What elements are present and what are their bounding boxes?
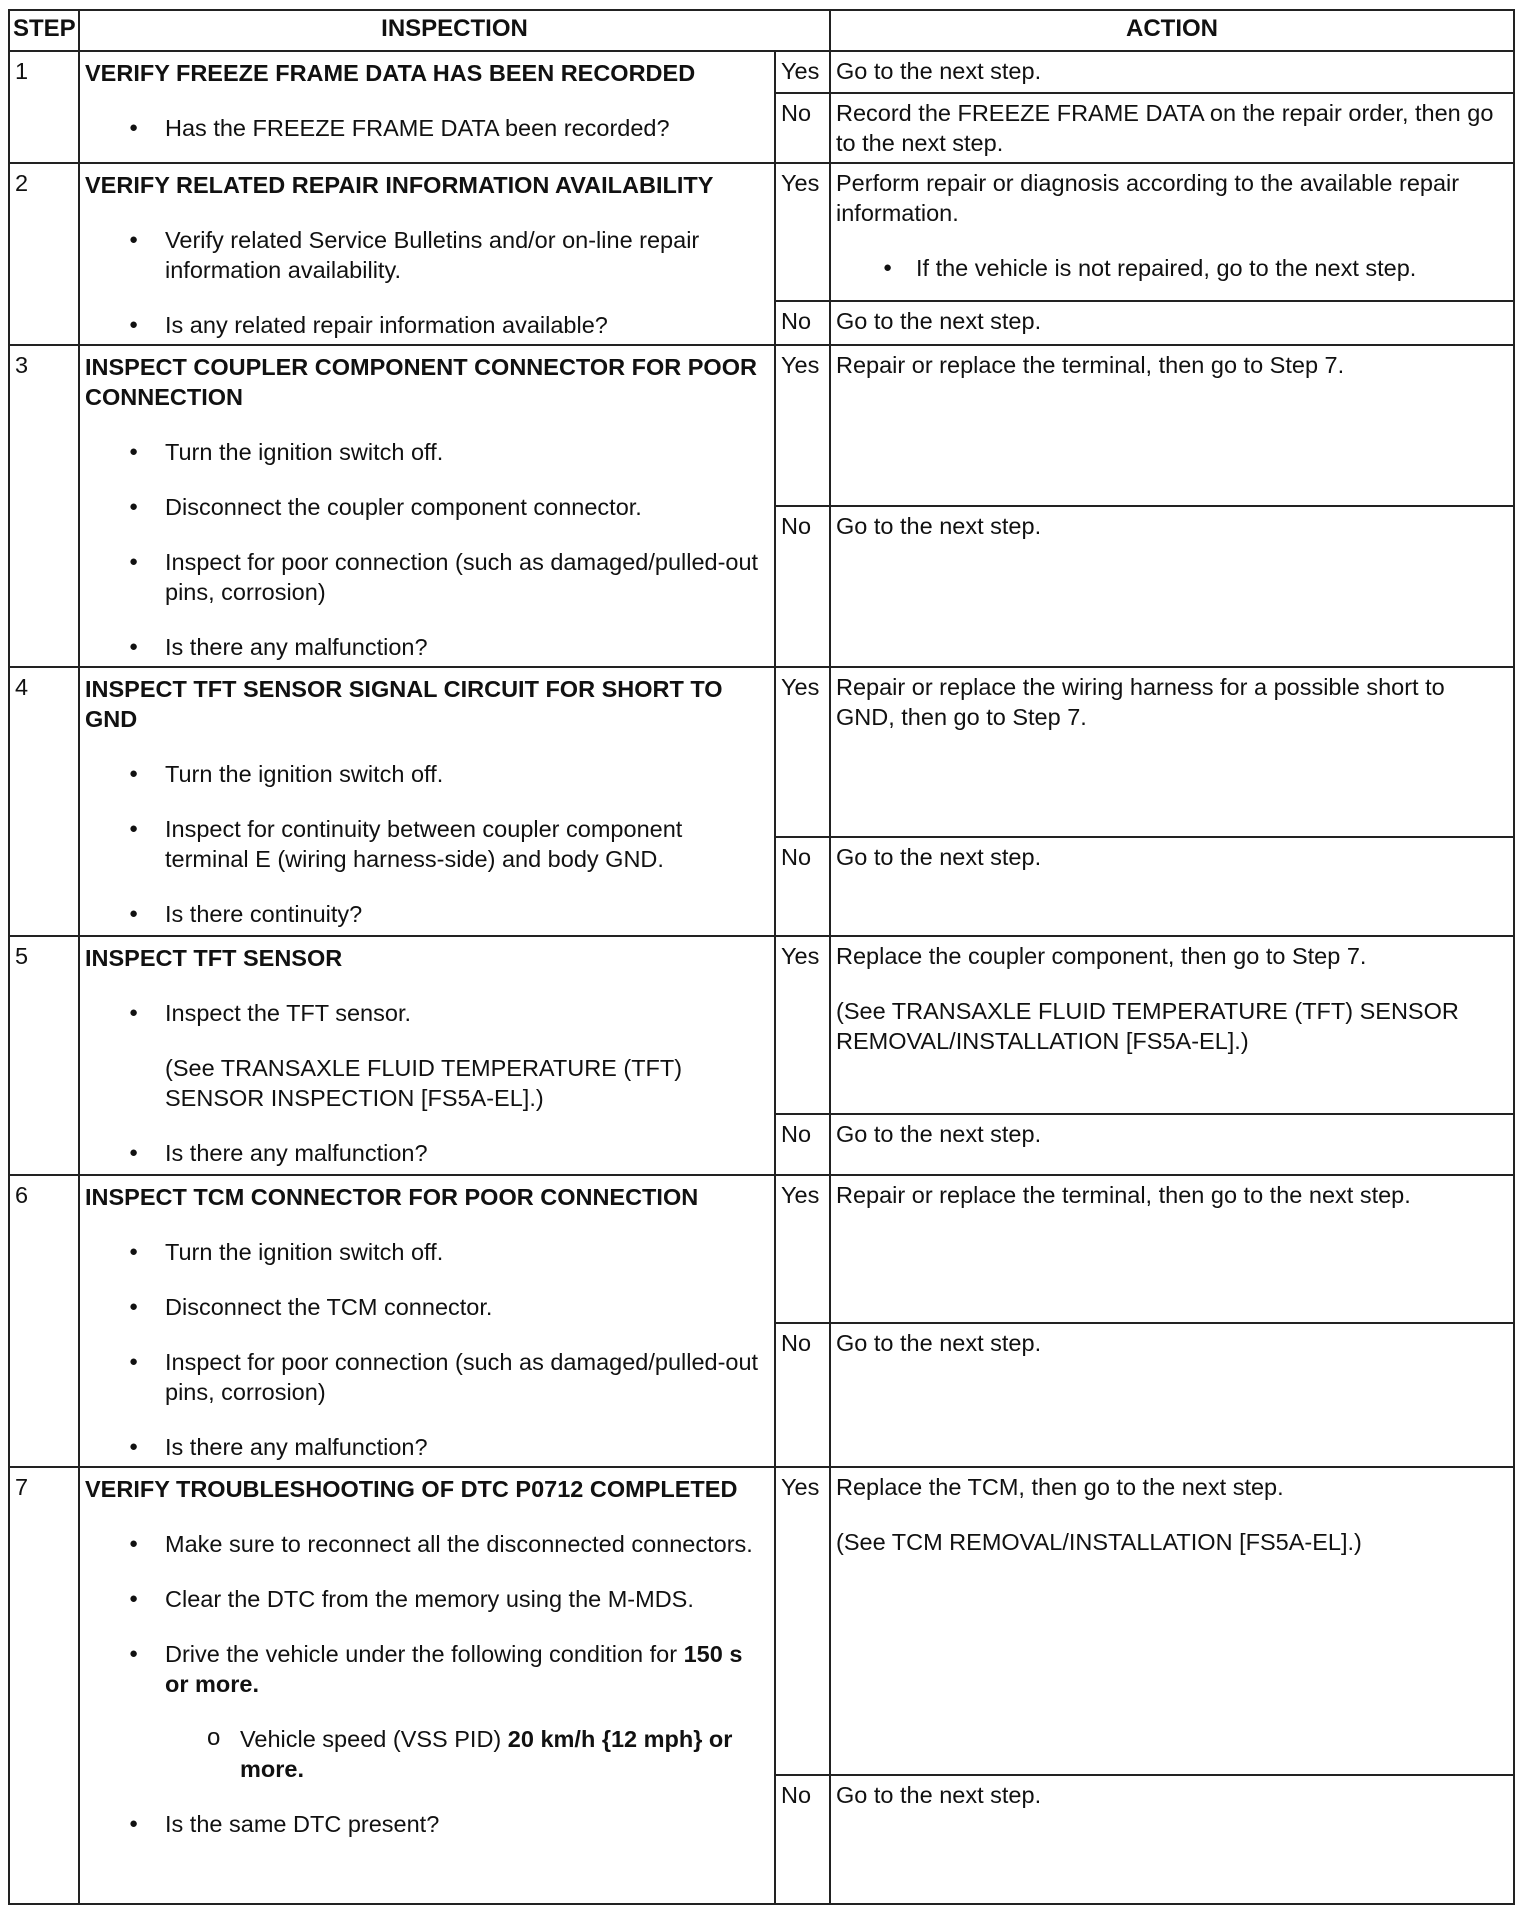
no-label: No xyxy=(775,1323,830,1467)
step-number: 6 xyxy=(9,1175,79,1467)
step-header: STEP xyxy=(9,10,79,51)
yes-action-text: Replace the TCM, then go to the next step. xyxy=(836,1474,1284,1500)
no-action-text: Go to the next step. xyxy=(836,1121,1042,1147)
step-5-row xyxy=(9,936,1514,1114)
bullet-bold-text: 150 s or more. xyxy=(165,1641,743,1697)
inspection-bullet: ● Disconnect the TCM connector. xyxy=(85,1292,767,1322)
step-title: VERIFY FREEZE FRAME DATA HAS BEEN RECORDED xyxy=(85,60,696,86)
no-action xyxy=(830,1114,1514,1175)
step-number: 1 xyxy=(9,51,79,163)
inspection-cell xyxy=(79,51,775,163)
no-label: No xyxy=(775,93,830,163)
yes-label: Yes xyxy=(775,1175,830,1323)
inspection-header: INSPECTION xyxy=(79,10,830,51)
yes-label: Yes xyxy=(775,936,830,1114)
no-action xyxy=(830,1775,1514,1904)
yes-action-text: Replace the coupler component, then go to Step 7. xyxy=(836,943,1367,969)
step-4-row xyxy=(9,667,1514,837)
yes-action xyxy=(830,667,1514,837)
no-action-text: Go to the next step. xyxy=(836,1782,1042,1808)
yes-action xyxy=(830,345,1514,506)
no-label: No xyxy=(775,1775,830,1904)
step-title: INSPECT TFT SENSOR xyxy=(85,945,343,971)
no-action-text: Record the FREEZE FRAME DATA on the repair order, then go to the next step. xyxy=(836,100,1494,156)
yes-action-note: (See TCM REMOVAL/INSTALLATION [FS5A-EL].) xyxy=(836,1529,1362,1555)
no-action-text: Go to the next step. xyxy=(836,1330,1042,1356)
step-title: INSPECT TCM CONNECTOR FOR POOR CONNECTION xyxy=(85,1184,699,1210)
inspection-bullet: ● Turn the ignition switch off. xyxy=(85,437,767,467)
step-1-row xyxy=(9,51,1514,93)
yes-action xyxy=(830,1175,1514,1323)
step-6-row xyxy=(9,1175,1514,1323)
troubleshooting-table xyxy=(8,9,1515,1905)
inspection-note: (See TRANSAXLE FLUID TEMPERATURE (TFT) SENSOR INSPECTION [FS5A-EL].) xyxy=(165,1055,683,1111)
yes-action xyxy=(830,51,1514,93)
inspection-bullet: ● Is there any malfunction? xyxy=(85,1138,767,1168)
yes-action xyxy=(830,936,1514,1114)
inspection-bullet: ● Turn the ignition switch off. xyxy=(85,1237,767,1267)
yes-action-text: Repair or replace the terminal, then go to the next step. xyxy=(836,1182,1411,1208)
inspection-bullet: ● Inspect for continuity between coupler component terminal E (wiring harness-side) and body GND. xyxy=(85,814,767,874)
inspection-bullet: ● Verify related Service Bulletins and/or on-line repair information availability. xyxy=(85,225,767,285)
inspection-bullet: ● Inspect for poor connection (such as damaged/pulled-out pins, corrosion) xyxy=(85,547,767,607)
yes-label: Yes xyxy=(775,1467,830,1775)
yes-action xyxy=(830,1467,1514,1775)
yes-action-text: Repair or replace the terminal, then go to Step 7. xyxy=(836,352,1345,378)
bullet-text: Drive the vehicle under the following condition for xyxy=(165,1641,684,1667)
step-number: 5 xyxy=(9,936,79,1175)
step-title: VERIFY TROUBLESHOOTING OF DTC P0712 COMPLETED xyxy=(85,1476,738,1502)
step-number: 2 xyxy=(9,163,79,345)
no-action xyxy=(830,93,1514,163)
action-header: ACTION xyxy=(830,10,1514,51)
step-title: INSPECT TFT SENSOR SIGNAL CIRCUIT FOR SHORT TO GND xyxy=(85,676,723,732)
step-number: 4 xyxy=(9,667,79,936)
yes-action xyxy=(830,163,1514,301)
inspection-cell xyxy=(79,345,775,667)
inspection-sub-bullet xyxy=(85,1724,767,1784)
no-label: No xyxy=(775,506,830,667)
inspection-cell xyxy=(79,163,775,345)
inspection-bullet: ● Turn the ignition switch off. xyxy=(85,759,767,789)
inspection-cell xyxy=(79,667,775,936)
no-label: No xyxy=(775,837,830,936)
no-action xyxy=(830,1323,1514,1467)
header-row xyxy=(9,10,1514,51)
step-3-row xyxy=(9,345,1514,506)
inspection-bullet: ● Has the FREEZE FRAME DATA been recorded? xyxy=(85,113,767,143)
no-action-text: Go to the next step. xyxy=(836,513,1042,539)
inspection-cell xyxy=(79,1175,775,1467)
inspection-bullet: ● Make sure to reconnect all the disconnected connectors. xyxy=(85,1529,767,1559)
yes-action-text: Repair or replace the wiring harness for a possible short to GND, then go to Step 7. xyxy=(836,674,1445,730)
no-label: No xyxy=(775,1114,830,1175)
inspection-bullet: ● Is any related repair information available? xyxy=(85,310,767,340)
yes-label: Yes xyxy=(775,667,830,837)
yes-action-bullet: ● If the vehicle is not repaired, go to the next step. xyxy=(836,253,1506,283)
step-number: 7 xyxy=(9,1467,79,1904)
inspection-bullet: ● Clear the DTC from the memory using the M-MDS. xyxy=(85,1584,767,1614)
inspection-bullet: ● Inspect for poor connection (such as damaged/pulled-out pins, corrosion) xyxy=(85,1347,767,1407)
yes-label: Yes xyxy=(775,163,830,301)
inspection-bullet: ● Is there any malfunction? xyxy=(85,1432,767,1462)
inspection-bullet: ● Is there continuity? xyxy=(85,899,767,929)
no-action-text: Go to the next step. xyxy=(836,844,1042,870)
step-number: 3 xyxy=(9,345,79,667)
yes-action-text: Perform repair or diagnosis according to the available repair information. xyxy=(836,170,1460,226)
yes-action-note: (See TRANSAXLE FLUID TEMPERATURE (TFT) SENSOR REMOVAL/INSTALLATION [FS5A-EL].) xyxy=(836,998,1459,1054)
yes-label: Yes xyxy=(775,51,830,93)
yes-action-text: Go to the next step. xyxy=(836,58,1042,84)
inspection-bullet: ● Is the same DTC present? xyxy=(85,1809,767,1839)
inspection-bullet xyxy=(85,1639,767,1699)
no-label: No xyxy=(775,301,830,345)
sub-bullet-bold-text: 20 km/h {12 mph} or more. xyxy=(240,1726,733,1782)
step-title: INSPECT COUPLER COMPONENT CONNECTOR FOR POOR CONNECTION xyxy=(85,354,757,410)
no-action xyxy=(830,837,1514,936)
no-action xyxy=(830,301,1514,345)
sub-bullet-text: Vehicle speed (VSS PID) xyxy=(240,1726,508,1752)
step-title: VERIFY RELATED REPAIR INFORMATION AVAILABILITY xyxy=(85,172,714,198)
no-action xyxy=(830,506,1514,667)
step-2-row xyxy=(9,163,1514,301)
inspection-cell xyxy=(79,936,775,1175)
inspection-bullet: ● Inspect the TFT sensor. xyxy=(85,998,767,1028)
inspection-bullet: ● Disconnect the coupler component connector. xyxy=(85,492,767,522)
yes-label: Yes xyxy=(775,345,830,506)
step-7-row xyxy=(9,1467,1514,1775)
no-action-text: Go to the next step. xyxy=(836,307,1042,334)
inspection-cell xyxy=(79,1467,775,1904)
inspection-bullet: ● Is there any malfunction? xyxy=(85,632,767,662)
